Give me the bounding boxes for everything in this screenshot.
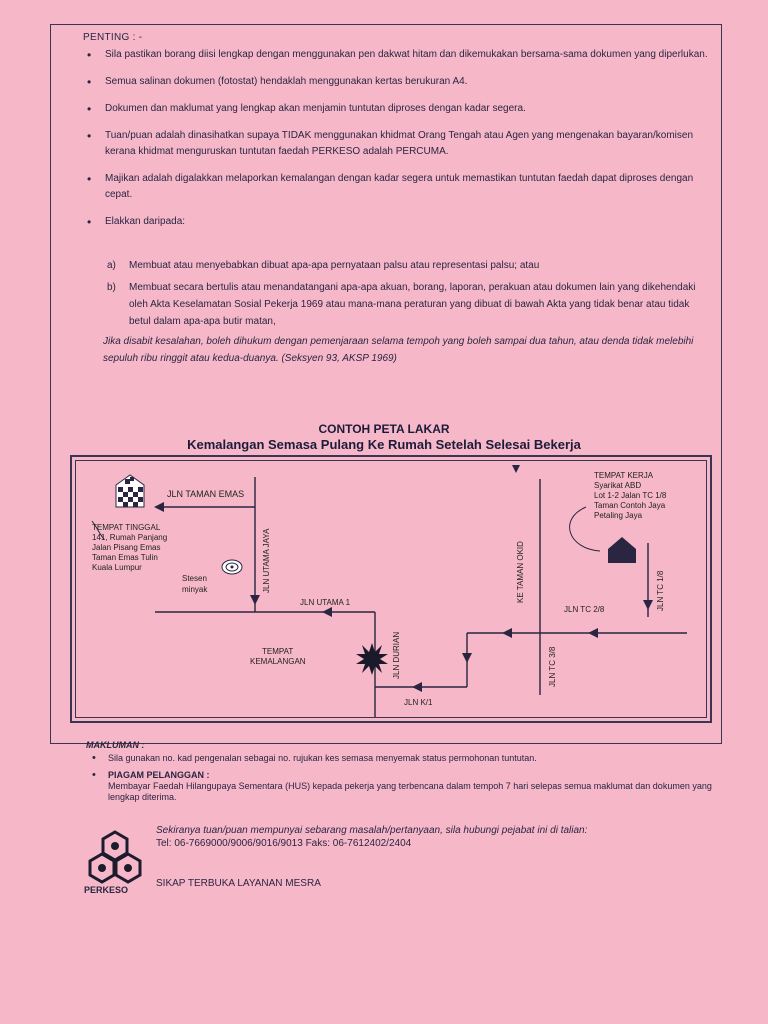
label-jln-taman-emas: JLN TAMAN EMAS [167, 489, 245, 499]
label-jln-k1: JLN K/1 [404, 698, 433, 707]
label-kemalangan: KEMALANGAN [250, 657, 306, 666]
label-jln-tc-38: JLN TC 3/8 [548, 646, 557, 687]
home-address-line: Jalan Pisang Emas [92, 543, 161, 552]
arrow-icon [154, 502, 164, 512]
contact-line: Sekiranya tuan/puan mempunyai sebarang masalah/pertanyaan, sila hubungi pejabat ini di talian: [156, 825, 588, 836]
penting-list [87, 47, 711, 241]
label-jln-tc-18: JLN TC 1/8 [656, 570, 665, 611]
petrol-station-icon [222, 560, 242, 574]
penting-item: • Elakkan daripada: [87, 214, 711, 230]
label-jln-durian: JLN DURIAN [392, 631, 401, 679]
home-icon [116, 475, 144, 507]
arrow-icon [512, 465, 520, 473]
sub-item-b [107, 279, 711, 330]
arrow-icon [643, 600, 653, 610]
work-address-line: Petaling Jaya [594, 511, 643, 520]
label-ke-taman-okid: KE TAMAN OKID [516, 541, 525, 603]
penting-item: • Tuan/puan adalah dinasihatkan supaya TIDAK menggunakan khidmat Orang Tengah atau Agen yang mengenakan bayaran/komisen kerana khidmat menguruskan tuntutan faedah PERKESO adalah PERCUMA. [87, 128, 711, 160]
penting-item: • Semua salinan dokumen (fotostat) hendaklah menggunakan kertas berukuran A4. [87, 74, 711, 90]
piagam-text: Membayar Faedah Hilangupaya Sementara (HUS) kepada pekerja yang terbencana dalam tempoh 7 hari selepas semua maklumat dan dokumen yang lengkap diterima. [108, 781, 712, 802]
accident-star-icon [356, 643, 388, 675]
label-minyak: minyak [182, 585, 208, 594]
makluman-item: • Sila gunakan no. kad pengenalan sebagai no. rujukan kes semasa menyemak status permohonan tuntutan. [92, 753, 732, 764]
arrow-icon [502, 628, 512, 638]
sketch-map [70, 455, 712, 723]
sub-item-text: Membuat atau menyebabkan dibuat apa-apa pernyataan palsu atau representasi palsu; atau [129, 260, 540, 271]
work-address-line: TEMPAT KERJA [594, 471, 654, 480]
map-title: CONTOH PETA LAKAR [318, 422, 450, 436]
label-stesen: Stesen [182, 574, 207, 583]
home-address-line: 141, Rumah Panjang [92, 533, 168, 542]
logo-wordmark: PERKESO [84, 885, 129, 895]
arrow-icon [322, 607, 332, 617]
sub-item-marker: b) [107, 282, 116, 293]
work-address-line: Lot 1-2 Jalan TC 1/8 [594, 491, 667, 500]
makluman-item [92, 770, 732, 803]
home-address-line: Taman Emas Tulin [92, 553, 158, 562]
map-subtitle: Kemalangan Semasa Pulang Ke Rumah Setelah Selesai Bekerja [187, 437, 581, 452]
work-address-line: Taman Contoh Jaya [594, 501, 666, 510]
label-jln-utama-jaya: JLN UTAMA JAYA [262, 528, 271, 593]
home-address-line: TEMPAT TINGGAL [92, 523, 161, 532]
label-jln-tc-28: JLN TC 2/8 [564, 605, 605, 614]
motto: SIKAP TERBUKA LAYANAN MESRA [156, 878, 321, 889]
arrow-icon [250, 595, 260, 605]
work-address [594, 471, 666, 521]
home-address [92, 523, 167, 573]
work-address-line: Syarikat ABD [594, 481, 642, 490]
makluman-list [92, 753, 732, 809]
sub-item-a [107, 257, 711, 274]
arrow-icon [412, 682, 422, 692]
label-jln-utama-1: JLN UTAMA 1 [300, 598, 351, 607]
arrow-icon [462, 653, 472, 663]
arrow-icon [588, 628, 598, 638]
penting-item: • Dokumen dan maklumat yang lengkap akan menjamin tuntutan diproses dengan kadar segera. [87, 101, 711, 117]
label-tempat: TEMPAT [262, 647, 294, 656]
penting-heading: PENTING : - [83, 32, 143, 43]
makluman-heading: MAKLUMAN : [86, 740, 145, 750]
home-address-line: Kuala Lumpur [92, 563, 142, 572]
penting-item: • Majikan adalah digalakkan melaporkan kemalangan dengan kadar segera untuk memastikan tuntutan faedah dapat diproses dengan cepat. [87, 171, 711, 203]
piagam-heading: • PIAGAM PELANGGAN : [108, 770, 210, 780]
penalty-warning: Jika disabit kesalahan, boleh dihukum dengan pemenjaraan selama tempoh yang boleh sampai dua tahun, atau denda tidak melebihi sepuluh ribu ringgit atau kedua-duanya. (Seksyen 93, AKSP 1969) [103, 336, 694, 364]
work-building-icon [608, 537, 636, 563]
contact-line: Tel: 06-7669000/9006/9016/9013 Faks: 06-7612402/2404 [156, 838, 412, 849]
penting-item: • Sila pastikan borang diisi lengkap dengan menggunakan pen dakwat hitam dan dikemukakan bersama-sama dokumen yang diperlukan. [87, 47, 711, 63]
sub-item-marker: a) [107, 260, 116, 271]
sub-item-text: Membuat secara bertulis atau menandatangani apa-apa akuan, borang, laporan, perakuan atau dokumen lain yang dikehendaki oleh Akta Keselamatan Sosial Pekerja 1969 atau mana-mana peraturan yang dibuat di bawah Akta yang tidak benar atau tidak betul dalam apa-apa butir matan, [129, 282, 696, 327]
contact-info [156, 824, 587, 850]
